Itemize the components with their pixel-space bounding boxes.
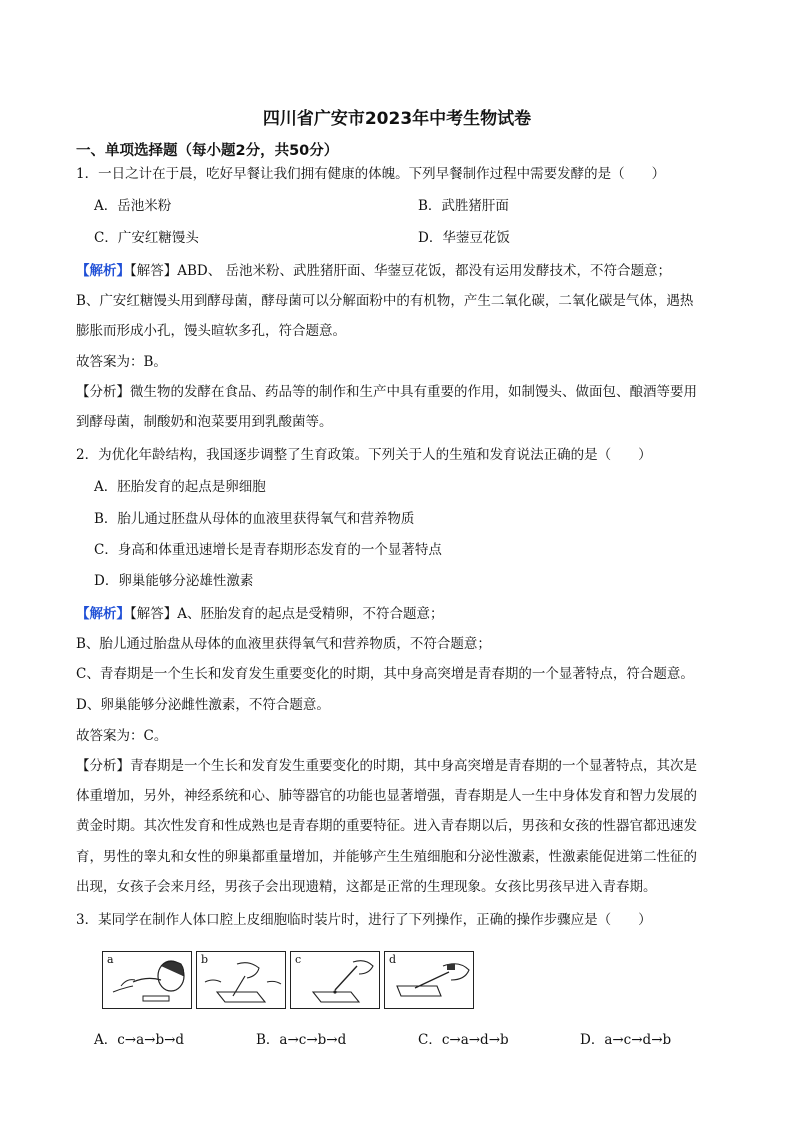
q1-stem: 1．一日之计在于晨，吃好早餐让我们拥有健康的体魄。下列早餐制作过程中需要发酵的是（ ） (76, 166, 666, 182)
q3-option-d: D．a→c→d→b (580, 1032, 672, 1048)
cover-slip-illustration (385, 952, 475, 1010)
q2-option-a: A．胚胎发育的起点是卵细胞 (94, 479, 266, 495)
q1-explanation-tag: 【解析】 (76, 263, 130, 279)
q1-analysis-line-1: 【分析】微生物的发酵在食品、药品等的制作和生产中具有重要的作用，如制馒头、做面包、酿酒等要用 (76, 384, 697, 400)
q2-explanation-line-3: C、青春期是一个生长和发育发生重要变化的时期，其中身高突增是青春期的一个显著特点，符合题意。 (76, 666, 694, 682)
q3-figure-b-label: b (201, 953, 209, 966)
q2-stem: 2．为优化年龄结构，我国逐步调整了生育政策。下列关于人的生殖和发育说法正确的是（ ） (76, 447, 652, 463)
q1-explanation-line-2: B、广安红糖馒头用到酵母菌，酵母菌可以分解面粉中的有机物，产生二氧化碳，二氧化碳是气体，遇热 (76, 293, 694, 309)
q2-analysis-line-3: 黄金时期。其次性发育和性成熟也是青春期的重要特征。进入青春期以后，男孩和女孩的性器官都迅速发 (76, 818, 697, 834)
q1-analysis-line-2: 到酵母菌，制酸奶和泡菜要用到乳酸菌等。 (76, 414, 333, 430)
q2-option-b: B．胎儿通过胚盘从母体的血液里获得氧气和营养物质 (94, 511, 415, 527)
q3-figure-d-label: d (389, 953, 397, 966)
section-heading: 一、单项选择题（每小题2分，共50分） (76, 143, 339, 159)
q2-analysis-line-1: 【分析】青春期是一个生长和发育发生重要变化的时期，其中身高突增是青春期的一个显著特点，其次是 (76, 758, 697, 774)
q2-option-d: D．卵巢能够分泌雄性激素 (94, 573, 254, 589)
q2-explanation-text: 【解答】A、胚胎发育的起点是受精卵，不符合题意； (130, 606, 444, 622)
q1-explanation-line-3: 膨胀而形成小孔，馒头暄软多孔，符合题意。 (76, 323, 346, 339)
q2-answer: 故答案为：C。 (76, 728, 168, 744)
q3-option-a: A．c→a→b→d (94, 1032, 185, 1048)
q3-figure-c-label: c (295, 953, 302, 966)
smear-cells-illustration (197, 952, 287, 1010)
q3-figure-d (384, 951, 474, 1009)
q2-analysis-line-2: 体重增加，另外，神经系统和心、肺等器官的功能也显著增强，青春期是人一生中身体发育和智力发展的 (76, 788, 697, 804)
q2-option-c: C．身高和体重迅速增长是青春期形态发育的一个显著特点 (94, 542, 442, 558)
q1-option-d: D．华蓥豆花饭 (418, 230, 510, 246)
q1-explanation-line (76, 261, 736, 281)
q3-figure-c (290, 951, 380, 1009)
q2-explanation-tag: 【解析】 (76, 606, 130, 622)
q2-explanation-line-4: D、卵巢能够分泌雌性激素，不符合题意。 (76, 697, 330, 713)
q3-figure-b (196, 951, 286, 1009)
q1-option-c: C．广安红糖馒头 (94, 230, 199, 246)
q1-option-b: B．武胜猪肝面 (418, 198, 509, 214)
scrape-cheek-illustration (103, 952, 193, 1010)
q3-option-b: B．a→c→b→d (256, 1032, 347, 1048)
q3-figure-strip (102, 951, 472, 1009)
q2-analysis-line-5: 出现，女孩子会来月经，男孩子会出现遗精，这都是正常的生理现象。女孩比男孩早进入青春期。 (76, 879, 657, 895)
q2-analysis-line-4: 育，男性的睾丸和女性的卵巢都重量增加，并能够产生生殖细胞和分泌性激素，性激素能促进第二性征的 (76, 849, 697, 865)
q1-explanation-text: 【解答】ABD、 岳池米粉、武胜猪肝面、华蓥豆花饭，都没有运用发酵技术，不符合题意； (130, 263, 672, 279)
q3-stem: 3．某同学在制作人体口腔上皮细胞临时装片时，进行了下列操作，正确的操作步骤应是（ ） (76, 912, 652, 928)
page-title: 四川省广安市2023年中考生物试卷 (262, 109, 532, 129)
q2-explanation-line (76, 604, 736, 624)
q3-figure-a-label: a (107, 953, 114, 966)
drop-saline-illustration (291, 952, 381, 1010)
q1-option-a: A．岳池米粉 (94, 198, 172, 214)
q3-option-c: C．c→a→d→b (418, 1032, 509, 1048)
q2-explanation-line-2: B、胎儿通过胎盘从母体的血液里获得氧气和营养物质，不符合题意； (76, 636, 491, 652)
q3-figure-a (102, 951, 192, 1009)
q1-answer: 故答案为：B。 (76, 354, 167, 370)
